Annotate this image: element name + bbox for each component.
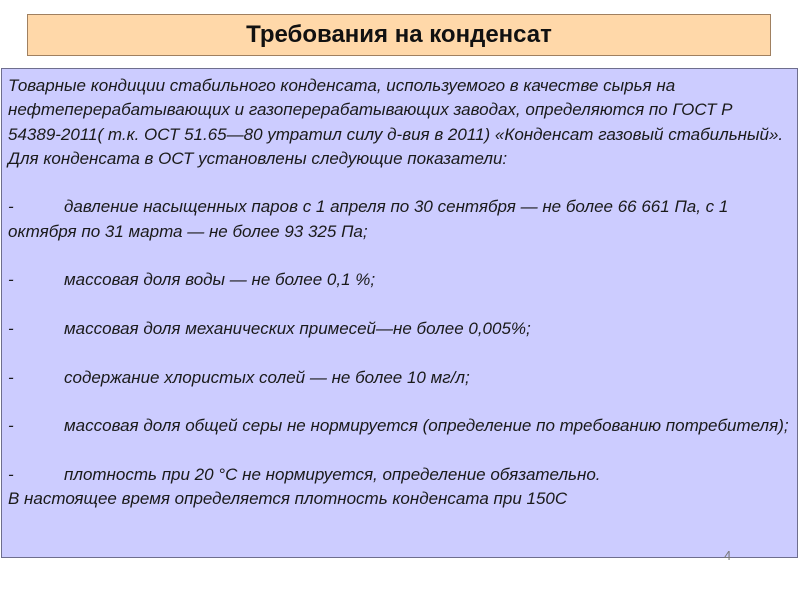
list-item: [8, 195, 789, 244]
list-item-text: содержание хлористых солей — не более 10 мг/л;: [64, 367, 470, 387]
list-item-text: давление насыщенных паров с 1 апреля по 30 сентября — не более 66 661 Па, с 1 октября по 31 марта — не более 93 325 Па;: [8, 197, 729, 241]
spacer: [8, 438, 789, 462]
content-box: [1, 68, 798, 558]
spacer: [8, 171, 789, 195]
bullet-dash: -: [8, 464, 14, 484]
bullet-dash: -: [8, 270, 14, 290]
bullet-dash: -: [8, 416, 14, 436]
list-item-text: массовая доля механических примесей—не более 0,005%;: [64, 318, 531, 338]
indicators-heading: Для конденсата в ОСТ установлены следующие показатели:: [8, 148, 508, 168]
bullet-dash: -: [8, 367, 14, 387]
list-item: [8, 268, 789, 292]
list-item: [8, 414, 789, 438]
page-number: 4: [724, 548, 732, 563]
list-item: [8, 463, 789, 487]
closing-paragraph: В настоящее время определяется плотность конденсата при 150С: [8, 489, 568, 509]
spacer: [8, 244, 789, 268]
slide-title: Требования на конденсат: [246, 21, 552, 48]
spacer: [8, 293, 789, 317]
list-item-text: плотность при 20 °С не нормируется, определение обязательно.: [64, 464, 601, 484]
list-item-text: массовая доля воды — не более 0,1 %;: [64, 270, 376, 290]
list-item: [8, 317, 789, 341]
list-item-text: массовая доля общей серы не нормируется (определение по требованию потребителя);: [64, 416, 789, 436]
bullet-dash: -: [8, 318, 14, 338]
bullet-dash: -: [8, 197, 14, 217]
spacer: [8, 341, 789, 365]
intro-paragraph: Товарные кондиции стабильного конденсата, используемого в качестве сырья на нефтеперерабатывающих и газоперерабатывающих заводах, определяются по ГОСТ Р 54389-2011( т.к. ОСТ 51.65—80 утратил силу д-вия в 2011) «Конденсат газовый стабильный».: [8, 76, 784, 144]
spacer: [8, 390, 789, 414]
list-item: [8, 366, 789, 390]
slide-title-box: [27, 14, 771, 56]
